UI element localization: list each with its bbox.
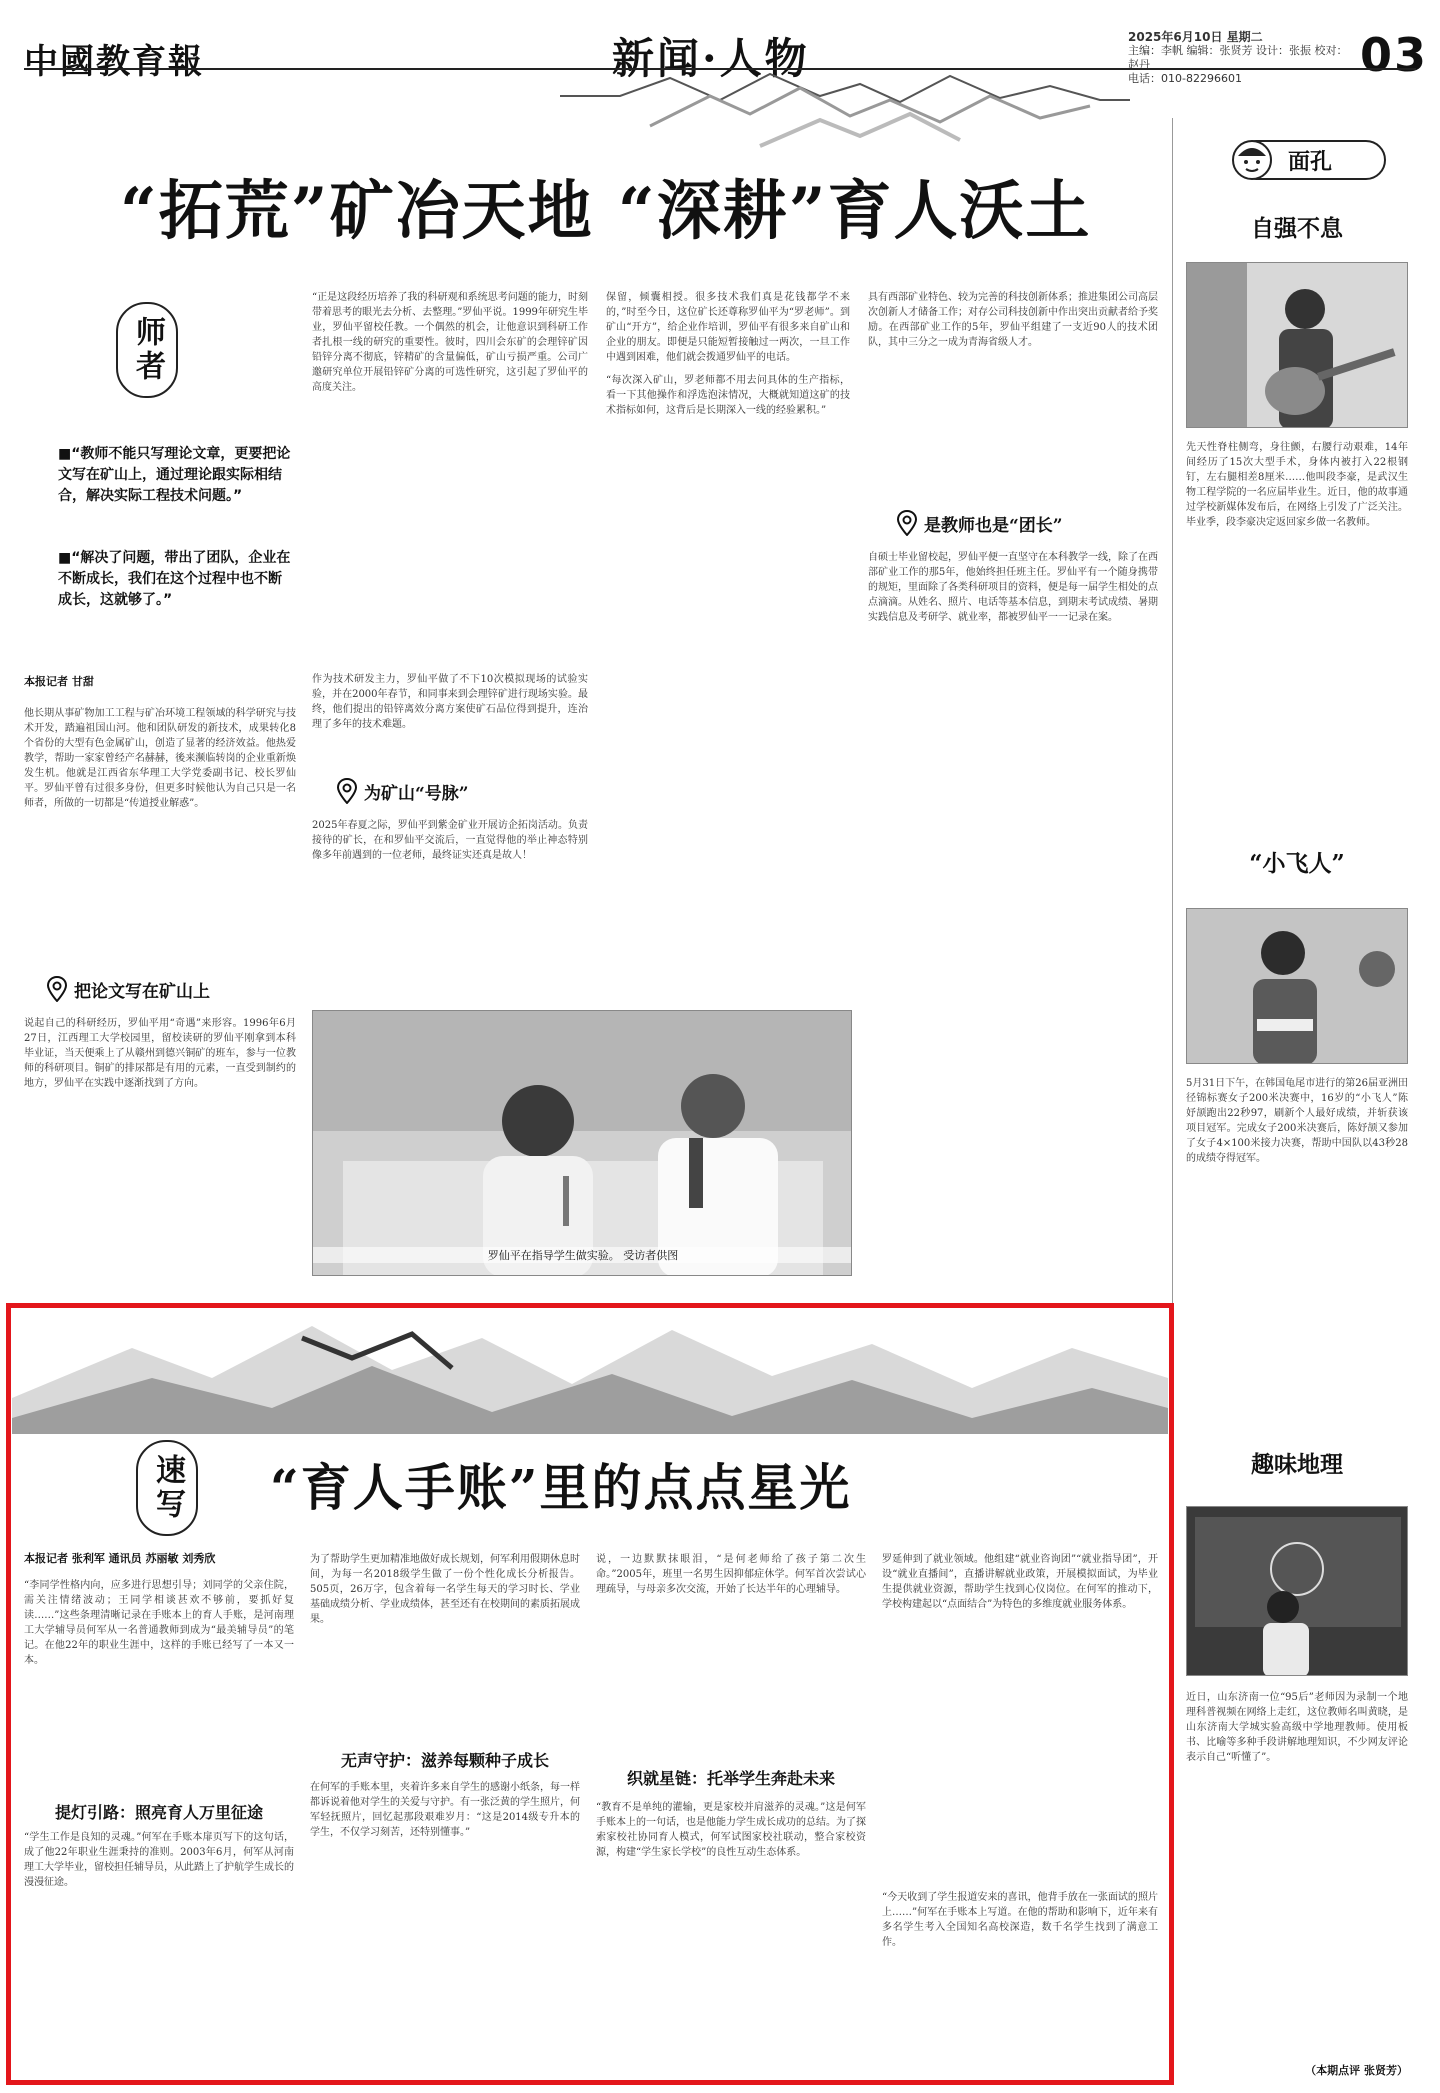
sidebar-text-2: 5月31日下午，在韩国龟尾市进行的第26届亚洲田径锦标赛女子200米决赛中，16岁的“小飞人”陈妤颉跑出22秒97，刷新个人最好成绩，并斩获该项目冠军。完成女子200米决赛后，陈妤颉又参加了女子4×100米接力决赛，帮助中国队以43秒28的成绩夺得冠军。 bbox=[1186, 1078, 1408, 1164]
article-tag-teacher bbox=[116, 302, 178, 398]
phone-number: 电话：010-82296601 bbox=[1128, 72, 1242, 85]
feature-tag-sketch bbox=[136, 1440, 198, 1536]
pull-quote-1 bbox=[58, 444, 294, 507]
feature-tag-label: 速写 bbox=[150, 1454, 185, 1522]
feature-headline: “育人手账”里的点点星光 bbox=[270, 1458, 852, 1517]
lab-photo-image bbox=[313, 1011, 852, 1276]
photo-caption: 罗仙平在指导学生做实验。 受访者供图 bbox=[313, 1247, 852, 1263]
feature-subhead-1: 提灯引路：照亮育人万里征途 bbox=[54, 1803, 263, 1822]
subhead-thesis-on-mine bbox=[46, 976, 210, 1002]
location-pin-icon bbox=[336, 778, 358, 804]
subhead-teacher-leader bbox=[896, 510, 1063, 536]
article-column-4b: 自硕士毕业留校起，罗仙平便一直坚守在本科教学一线，除了在西部矿业工作的那5年，他始终担任班主任。罗仙平有一个随身携带的规矩，里面除了各类科研项目的资料，便是每一届学生相处的点点滴滴。从姓名、照片、电话等基本信息，到期末考试成绩、暑期实践信息及考研学、就业率，都被罗仙平一一记录在案。 bbox=[868, 552, 1158, 623]
location-pin-icon bbox=[896, 510, 918, 536]
article-photo-lab bbox=[312, 1010, 852, 1276]
sidebar-photo-sprinter bbox=[1186, 908, 1408, 1064]
section-title: 新闻·人物 bbox=[612, 34, 810, 83]
feature-column-1: “李同学性格内向，应多进行思想引导；刘同学的父亲住院，需关注情绪波动；王同学相谈甚欢不够前，要抓好复读……”这些条理清晰记录在手账本上的育人手账，是河南理工大学辅导员何军从一名普通教师到成为“最美辅导员”的笔记。在他22年的职业生涯中，这样的手账已经写了一本又一本。 bbox=[24, 1580, 294, 1666]
mountain-banner bbox=[12, 1308, 1168, 1434]
sidebar-title-3: 趣味地理 bbox=[1251, 1451, 1343, 1478]
editor-credits: 主编：李帆 编辑：张贤芳 设计：张振 校对：赵丹 bbox=[1128, 44, 1348, 71]
article-tag-label: 师者 bbox=[130, 316, 165, 384]
guitar-player-image bbox=[1187, 263, 1408, 428]
sidebar-title-2: “小飞人” bbox=[1249, 850, 1345, 877]
article-column-1: 他长期从事矿物加工工程与矿冶环境工程领域的科学研究与技术开发，踏遍祖国山河。他和团队研发的新技术，成果转化8个省份的大型有色金属矿山，创造了显著的经济效益。他热爱教学，帮助一家家曾经产名赫赫，後来濒临转岗的企业重新焕发生机。他就是江西省东华理工大学党委副书记、校长罗仙平。罗仙平曾有过很多身份，但更多时候他认为自己只是一名师者，所做的一切都是“传道授业解惑”。 bbox=[24, 708, 296, 809]
article-column-4: 具有西部矿业特色、较为完善的科技创新体系；推进集团公司高层次创新人才储备工作；对存公司科技创新中作出突出贡献者给予奖励。在西部矿业工作的5年，罗仙平组建了一支近90人的技术团队，其中三分之一成为青海省级人才。 bbox=[868, 292, 1158, 348]
subhead-label: 把论文写在矿山上 bbox=[74, 981, 210, 1002]
subhead-mine-diagnosis bbox=[336, 778, 469, 804]
sidebar-text-1: 先天性脊柱侧弯，身往颤，右腰行动艰难，14年间经历了15次大型手术，身体内被打入22根钢钉，左右腿相差8厘米……他叫段李豪，是武汉生物工程学院的一名应届毕业生。近日，他的故事通过学校新媒体发布后，在网络上引发了广泛关注。毕业季，段李豪决定返回家乡做一名教师。 bbox=[1186, 442, 1408, 528]
location-pin-icon bbox=[46, 976, 68, 1002]
subhead-label: 是教师也是“团长” bbox=[924, 515, 1063, 536]
sidebar-badge bbox=[1236, 140, 1386, 180]
masthead bbox=[0, 0, 1440, 120]
sidebar-text-3: 近日，山东济南一位“95后”老师因为录制一个地理科普视频在网络上走红，这位教师名叫黄晓，是山东济南大学城实验高级中学地理教师。使用板书、比喻等多种手段讲解地理知识，不少网友评论表示自己“听懂了”。 bbox=[1186, 1692, 1408, 1763]
reader-face-icon bbox=[1230, 138, 1274, 182]
feature-column-2b: 在何军的手账本里，夹着许多来自学生的感谢小纸条，每一样都诉说着他对学生的关爱与守护。有一张泛黄的学生照片，何军轻抚照片，回忆起那段艰难岁月：“这是2014级专升本的学生，不仅学习刻苦，还特别懂事。” bbox=[310, 1782, 580, 1838]
sidebar-photo-guitar bbox=[1186, 262, 1408, 428]
feature-column-3: 说，一边默默抹眼泪，“是何老师给了孩子第二次生命。”2005年，班里一名男生因抑郁症休学。何军首次尝试心理疏导，与母亲多次交流，开始了长达半年的心理辅导。 bbox=[596, 1554, 866, 1595]
article-column-3 bbox=[606, 290, 850, 1008]
article-column-2: “正是这段经历培养了我的科研观和系统思考问题的能力，时刻带着思考的眼光去分析、去整理。”罗仙平说。1999年研究生毕业，罗仙平留校任教。一个偶然的机会，让他意识到科研工作者扎根一线的研究的重要性。彼时，四川会东矿的会理锌矿因铅锌分离不彻底，锌精矿的含量偏低，矿山亏损严重。公司广邀研究单位开展铅锌矿分离的可选性研究，这引起了罗仙平的高度关注。 bbox=[312, 292, 588, 393]
feature-column-4b: “今天收到了学生报道安来的喜讯，他背手放在一张面试的照片上……”何军在手账本上写道。在他的帮助和影响下，近年来有多名学生考入全国知名高校深造，数千名学生找到了满意工作。 bbox=[882, 1892, 1158, 1948]
feature-column-1b: “学生工作是良知的灵魂。”何军在手账本扉页写下的这句话，成了他22年职业生涯秉持的准则。2003年6月，何军从河南理工大学毕业，留校担任辅导员，从此踏上了护航学生成长的漫漫征途。 bbox=[24, 1832, 294, 1888]
bullet-square-icon: ■ bbox=[58, 446, 72, 462]
sidebar-title-1: 自强不息 bbox=[1251, 215, 1343, 242]
main-headline: “拓荒”矿冶天地 “深耕”育人沃土 bbox=[120, 174, 1092, 249]
bullet-square-icon: ■ bbox=[58, 550, 72, 566]
feature-byline: 本报记者 张利军 通讯员 苏丽敏 刘秀欣 bbox=[24, 1552, 216, 1565]
pull-quote-2-text: “解决了问题，带出了团队，企业在不断成长，我们在这个过程中也不断成长，这就够了。” bbox=[58, 550, 291, 608]
subhead-label: 为矿山“号脉” bbox=[364, 783, 469, 804]
sprinter-image bbox=[1187, 909, 1408, 1064]
sidebar-badge-label: 面孔 bbox=[1288, 148, 1333, 175]
article-column-2b: 作为技术研发主力，罗仙平做了不下10次模拟现场的试验实验，并在2000年春节，和同事来到会理锌矿进行现场实验。最终，他们提出的铅锌离效分离方案使矿石品位得到提升，连治理了多年的技术难题。 bbox=[312, 674, 588, 730]
sidebar-photo-teacher bbox=[1186, 1506, 1408, 1676]
feature-column-2: 为了帮助学生更加精准地做好成长规划，何军利用假期休息时间，为每一名2018级学生做了一份个性化成长分析报告。505页，26万字，包含着每一名学生每天的学习时长、学业基础成绩分析、学业成绩体，甚至还有在校期间的素质拓展成果。 bbox=[310, 1554, 580, 1625]
page-number: 03 bbox=[1360, 28, 1429, 82]
article-column-2c: 2025年春夏之际，罗仙平到紫金矿业开展访企拓岗活动。负责接待的矿长，在和罗仙平交流后，一直觉得他的举止神态特别像多年前遇到的一位老师，最终证实还真是故人！ bbox=[312, 820, 588, 861]
feature-column-3b: “教育不是单纯的灌输，更是家校并肩滋养的灵魂。”这是何军手账本上的一句话，也是他能力学生成长成功的总结。为了探索家校社协同育人模式，何军试图家校社联动，整合家校资源，构建“学生家长学校”的良性互动生态体系。 bbox=[596, 1802, 866, 1858]
mountain-decoration-top bbox=[560, 66, 1130, 156]
feature-subhead-3: 织就星链：托举学生奔赴未来 bbox=[626, 1769, 835, 1788]
pull-quote-2 bbox=[58, 548, 294, 611]
column-3-text-b: “每次深入矿山，罗老师都不用去问具体的生产指标，看一下其他操作和浮选泡沫情况，大概就知道这矿的技术指标如何，这背后是长期深入一线的经验累积。” bbox=[606, 375, 850, 416]
issue-date: 2025年6月10日 星期二 bbox=[1128, 30, 1263, 44]
issue-info bbox=[1128, 30, 1358, 86]
feature-subhead-2: 无声守护：滋养每颗种子成长 bbox=[340, 1751, 549, 1770]
feature-column-4: 罗延伸到了就业领域。他组建“就业咨询团”“就业指导团”，开设“就业直播间”，直播讲解就业政策，开展模拟面试，为毕业生提供就业资源，帮助学生找到心仪岗位。在何军的推动下，学校构建起以“点面结合”为特色的多维度就业服务体系。 bbox=[882, 1554, 1158, 1610]
column-3-text-a: 保留，倾囊相授。很多技术我们真是花钱都学不来的，”时至今日，这位矿长还尊称罗仙平为“罗老师”。到矿山“开方”，给企业作培训，罗仙平有很多来自矿山和企业的朋友。即便是只能短暂接触过一两次，一旦工作中遇到困难，他们就会拨通罗仙平的电话。 bbox=[606, 292, 850, 363]
geography-teacher-image bbox=[1187, 1507, 1408, 1676]
newspaper-name: 中國教育報 bbox=[24, 42, 204, 82]
pull-quote-1-text: “教师不能只写理论文章，更要把论文写在矿山上，通过理论跟实际相结合，解决实际工程技术问题。” bbox=[58, 446, 291, 504]
sidebar-byline: （本期点评 张贤芳） bbox=[1305, 2064, 1408, 2077]
article-byline: 本报记者 甘甜 bbox=[24, 675, 94, 688]
article-column-1b: 说起自己的科研经历，罗仙平用“奇遇”来形容。1996年6月27日，江西理工大学校园里，留校读研的罗仙平刚拿到本科毕业证，当天便乘上了从赣州到德兴铜矿的班车，参与一位教师的科研项目。铜矿的排尿都是有用的元素，一直受到制约的地方，罗仙平在实践中逐渐找到了方向。 bbox=[24, 1018, 296, 1089]
